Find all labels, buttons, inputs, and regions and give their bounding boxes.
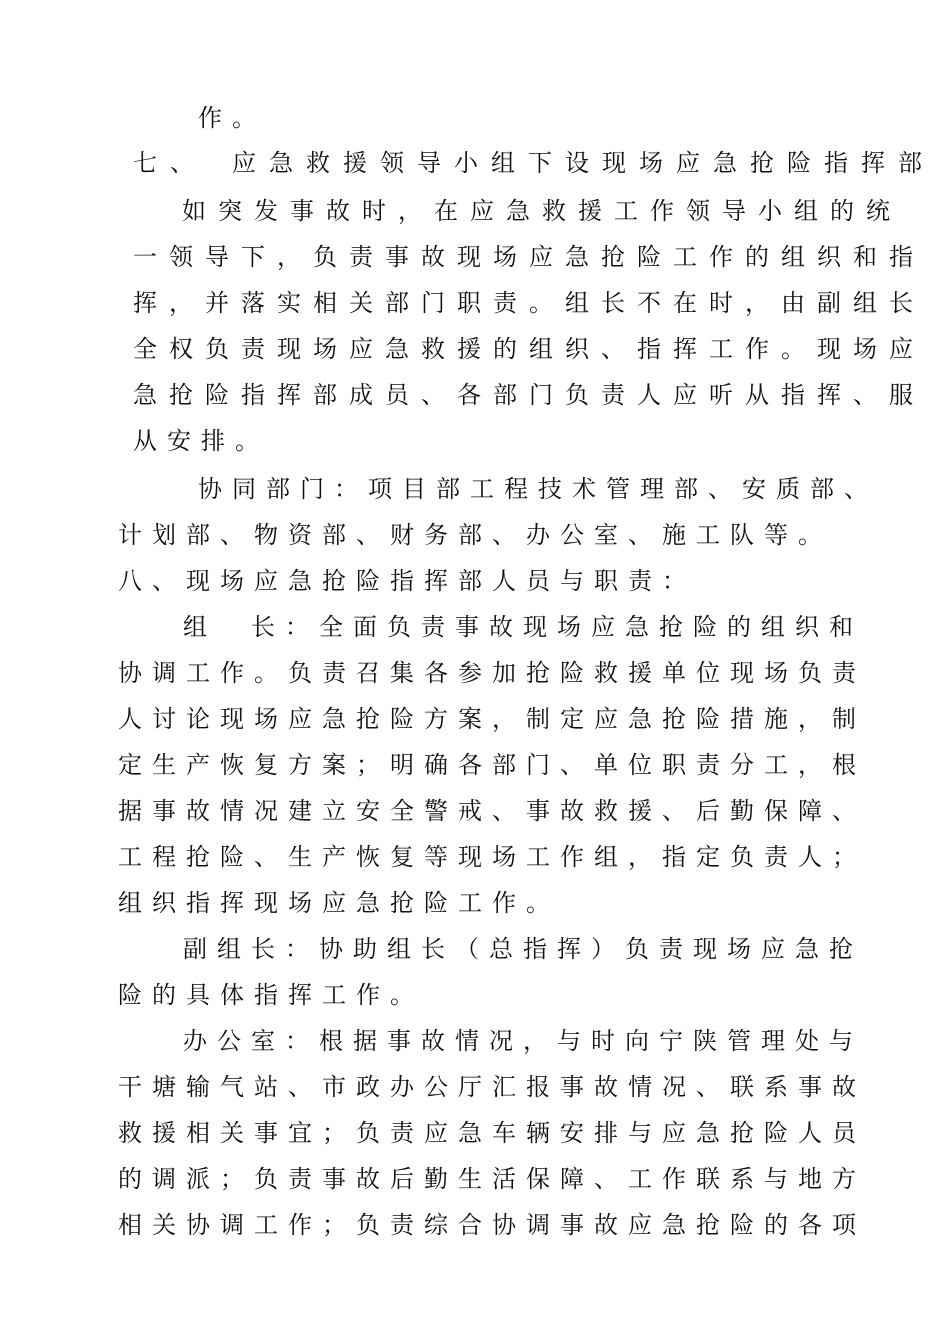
text-line: 从安排。 xyxy=(133,427,269,455)
text-line: 协同部门：项目部工程技术管理部、安质部、 xyxy=(198,475,878,503)
text-line: 组织指挥现场应急抢险工作。 xyxy=(118,889,560,917)
text-line: 一领导下，负责事故现场应急抢险工作的组织和指 xyxy=(133,243,925,271)
text-line: 协调工作。负责召集各参加抢险救援单位现场负责 xyxy=(118,659,866,687)
section-heading: 八、现场应急抢险指挥部人员与职责： xyxy=(118,567,696,595)
text-line: 急抢险指挥部成员、各部门负责人应听从指挥、服 xyxy=(133,381,925,409)
text-line: 工程抢险、生产恢复等现场工作组，指定负责人； xyxy=(118,843,866,871)
section-heading: 七、 应急救援领导小组下设现场应急抢险指挥部 xyxy=(133,149,935,177)
text-line: 相关协调工作；负责综合协调事故应急抢险的各项 xyxy=(118,1211,866,1239)
text-line: 全权负责现场应急救援的组织、指挥工作。现场应 xyxy=(133,335,925,363)
text-line: 定生产恢复方案；明确各部门、单位职责分工，根 xyxy=(118,751,866,779)
text-line: 作。 xyxy=(198,104,266,132)
text-line: 挥，并落实相关部门职责。组长不在时，由副组长 xyxy=(133,289,925,317)
text-line: 如突发事故时，在应急救援工作领导小组的统 xyxy=(182,197,902,225)
text-line: 干塘输气站、市政办公厅汇报事故情况、联系事故 xyxy=(118,1073,866,1101)
text-line: 计划部、物资部、财务部、办公室、施工队等。 xyxy=(118,521,832,549)
text-line: 办公室：根据事故情况，与时向宁陕管理处与 xyxy=(183,1027,863,1055)
text-line: 救援相关事宜；负责应急车辆安排与应急抢险人员 xyxy=(118,1119,866,1147)
text-line: 组 长：全面负责事故现场应急抢险的组织和 xyxy=(183,613,863,641)
text-line: 险的具体指挥工作。 xyxy=(118,981,424,1009)
text-line: 人讨论现场应急抢险方案，制定应急抢险措施，制 xyxy=(118,705,866,733)
text-line: 副组长：协助组长（总指挥）负责现场应急抢 xyxy=(183,935,863,963)
text-line: 的调派；负责事故后勤生活保障、工作联系与地方 xyxy=(118,1165,866,1193)
text-line: 据事故情况建立安全警戒、事故救援、后勤保障、 xyxy=(118,797,866,825)
